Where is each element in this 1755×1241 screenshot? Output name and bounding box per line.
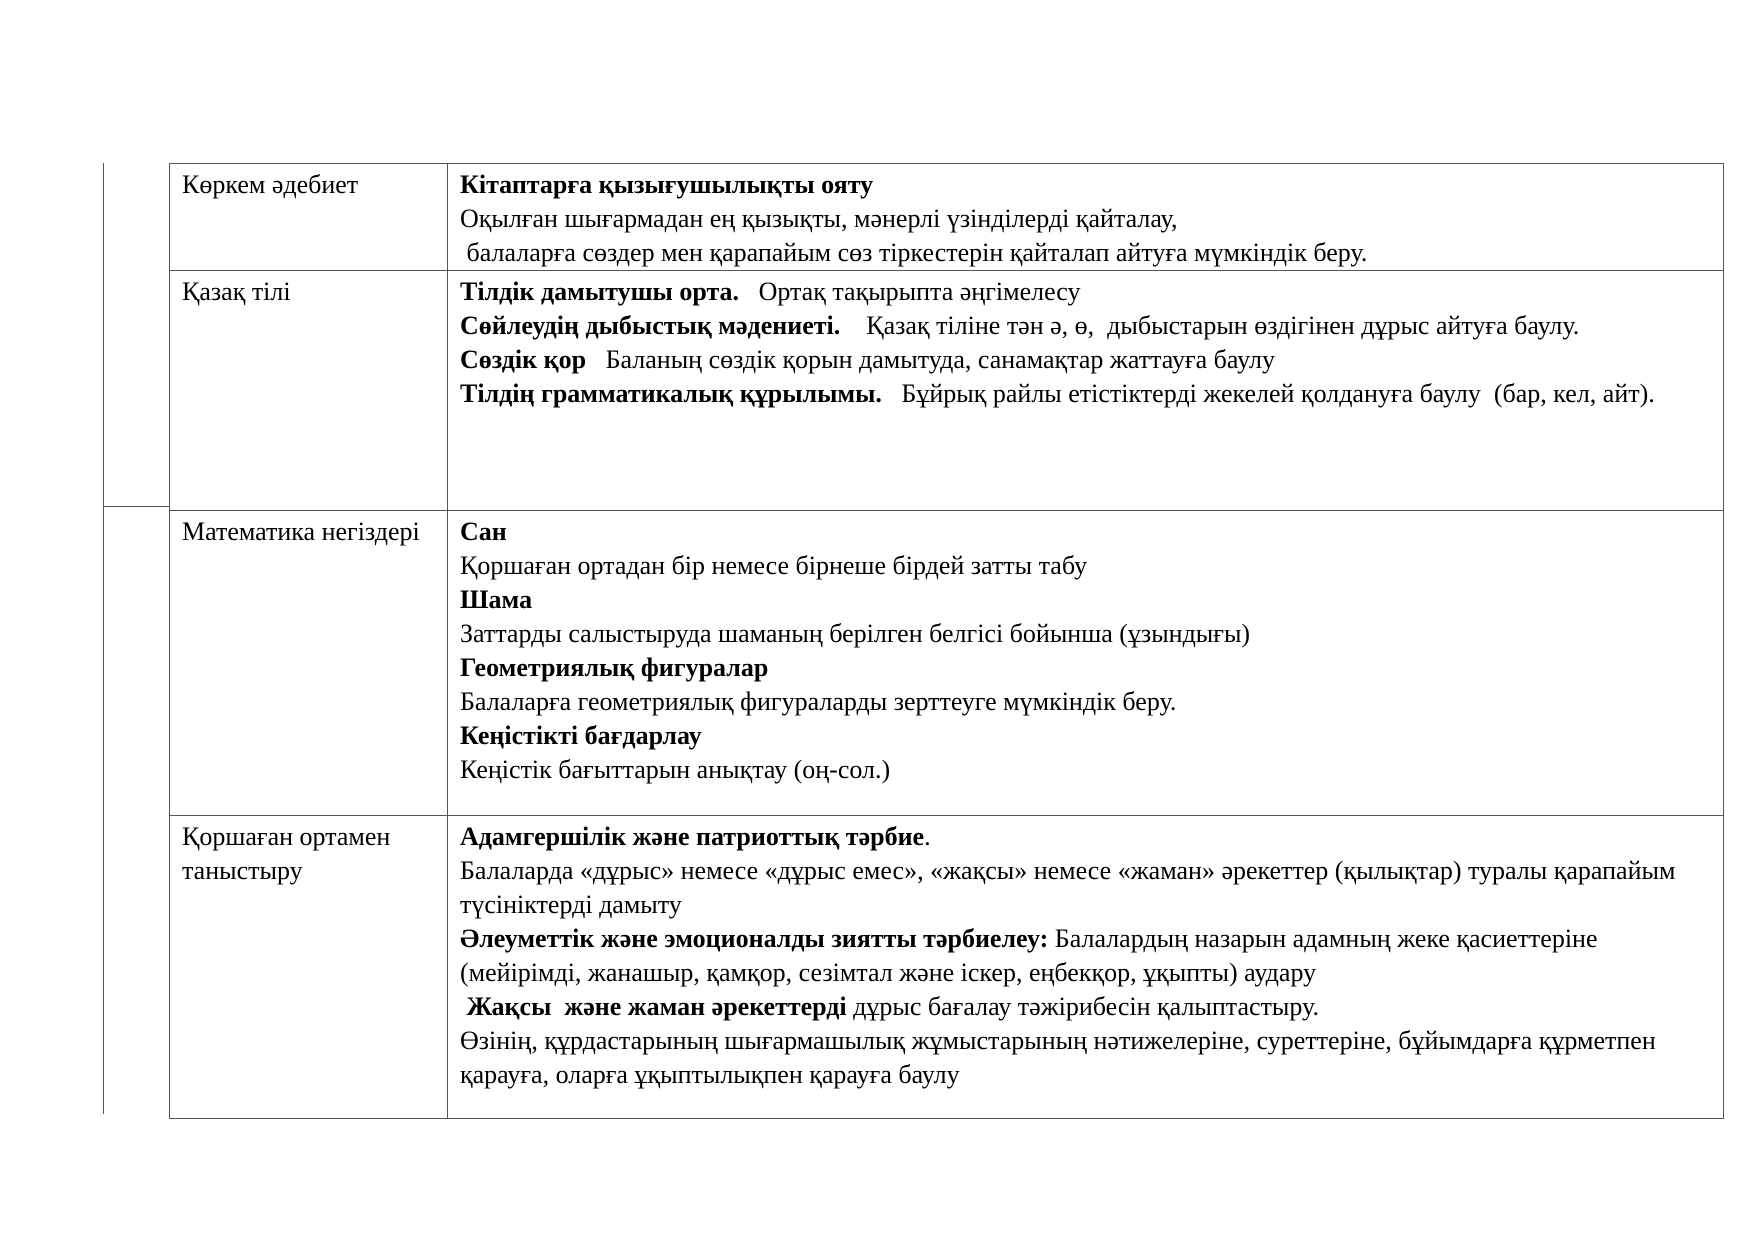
content-line: Жақсы және жаман әрекеттерді дұрыс бағалау тәжірибесін қалыптастыру. (460, 992, 1319, 1021)
content-line: Кітаптарға қызығушылықты ояту (460, 170, 874, 199)
content-line: Қоршаған ортадан бір немесе бірнеше бірдей затты табу (460, 551, 1088, 580)
content-line: Балаларда «дұрыс» немесе «дұрыс емес», «жақсы» немесе «жаман» әрекеттер (қылықтар) туралы қарапайым түсініктерді дамыту (460, 856, 1676, 919)
content-line: Заттарды салыстыруда шаманың берілген белгісі бойынша (ұзындығы) (460, 619, 1251, 648)
content-line: Тілдік дамытушы орта. Ортақ тақырыпта әңгімелесу (460, 277, 1081, 306)
table-row (170, 816, 1724, 1119)
subject-cell: Математика негіздері (170, 511, 448, 816)
left-margin-divider (103, 506, 169, 507)
curriculum-table (169, 163, 1724, 1119)
content-line: Геометриялық фигуралар (460, 653, 769, 682)
subject-cell: Көркем әдебиет (170, 164, 448, 271)
content-cell (448, 164, 1724, 271)
subject-cell: Қазақ тілі (170, 271, 448, 511)
content-line: Сан (460, 517, 507, 546)
content-line: Шама (460, 585, 533, 614)
table-row (170, 511, 1724, 816)
content-line: Кеңістікті бағдарлау (460, 721, 702, 750)
content-line: Балаларға геометриялық фигураларды зерттеуге мүмкіндік беру. (460, 687, 1177, 716)
content-line: Адамгершілік және патриоттық тәрбие. (460, 822, 931, 851)
left-margin-rule (103, 163, 104, 1114)
content-line: Әлеуметтік және эмоционалды зиятты тәрбиелеу: Балалардың назарын адамның жеке қасиеттеріне (мейірімді, жанашыр, қамқор, сезімтал және іскер, еңбекқор, ұқыпты) аудару (460, 924, 1598, 987)
content-cell (448, 271, 1724, 511)
content-cell (448, 816, 1724, 1119)
content-line: Оқылған шығармадан ең қызықты, мәнерлі үзінділерді қайталау, (460, 204, 1178, 233)
content-line: Өзінің, құрдастарының шығармашылық жұмыстарының нәтижелеріне, суреттеріне, бұйымдарға құрметпен қарауға, оларға ұқыптылықпен қарауға баулу (460, 1026, 1656, 1089)
content-line: Сөздік қор Баланың сөздік қорын дамытуда, санамақтар жаттауға баулу (460, 345, 1275, 374)
table-row (170, 271, 1724, 511)
content-line: балаларға сөздер мен қарапайым сөз тіркестерін қайталап айтуға мүмкіндік беру. (460, 238, 1368, 267)
content-line: Тілдің грамматикалық құрылымы. Бұйрық райлы етістіктерді жекелей қолдануға баулу (бар, кел, айт). (460, 379, 1655, 408)
subject-cell: Қоршаған ортамен таныстыру (170, 816, 448, 1119)
content-cell (448, 511, 1724, 816)
content-line: Кеңістік бағыттарын анықтау (оң-сол.) (460, 755, 891, 784)
table-row (170, 164, 1724, 271)
content-line: Сөйлеудің дыбыстық мәдениеті. Қазақ тіліне тән ә, ө, дыбыстарын өздігінен дұрыс айтуға баулу. (460, 311, 1580, 340)
